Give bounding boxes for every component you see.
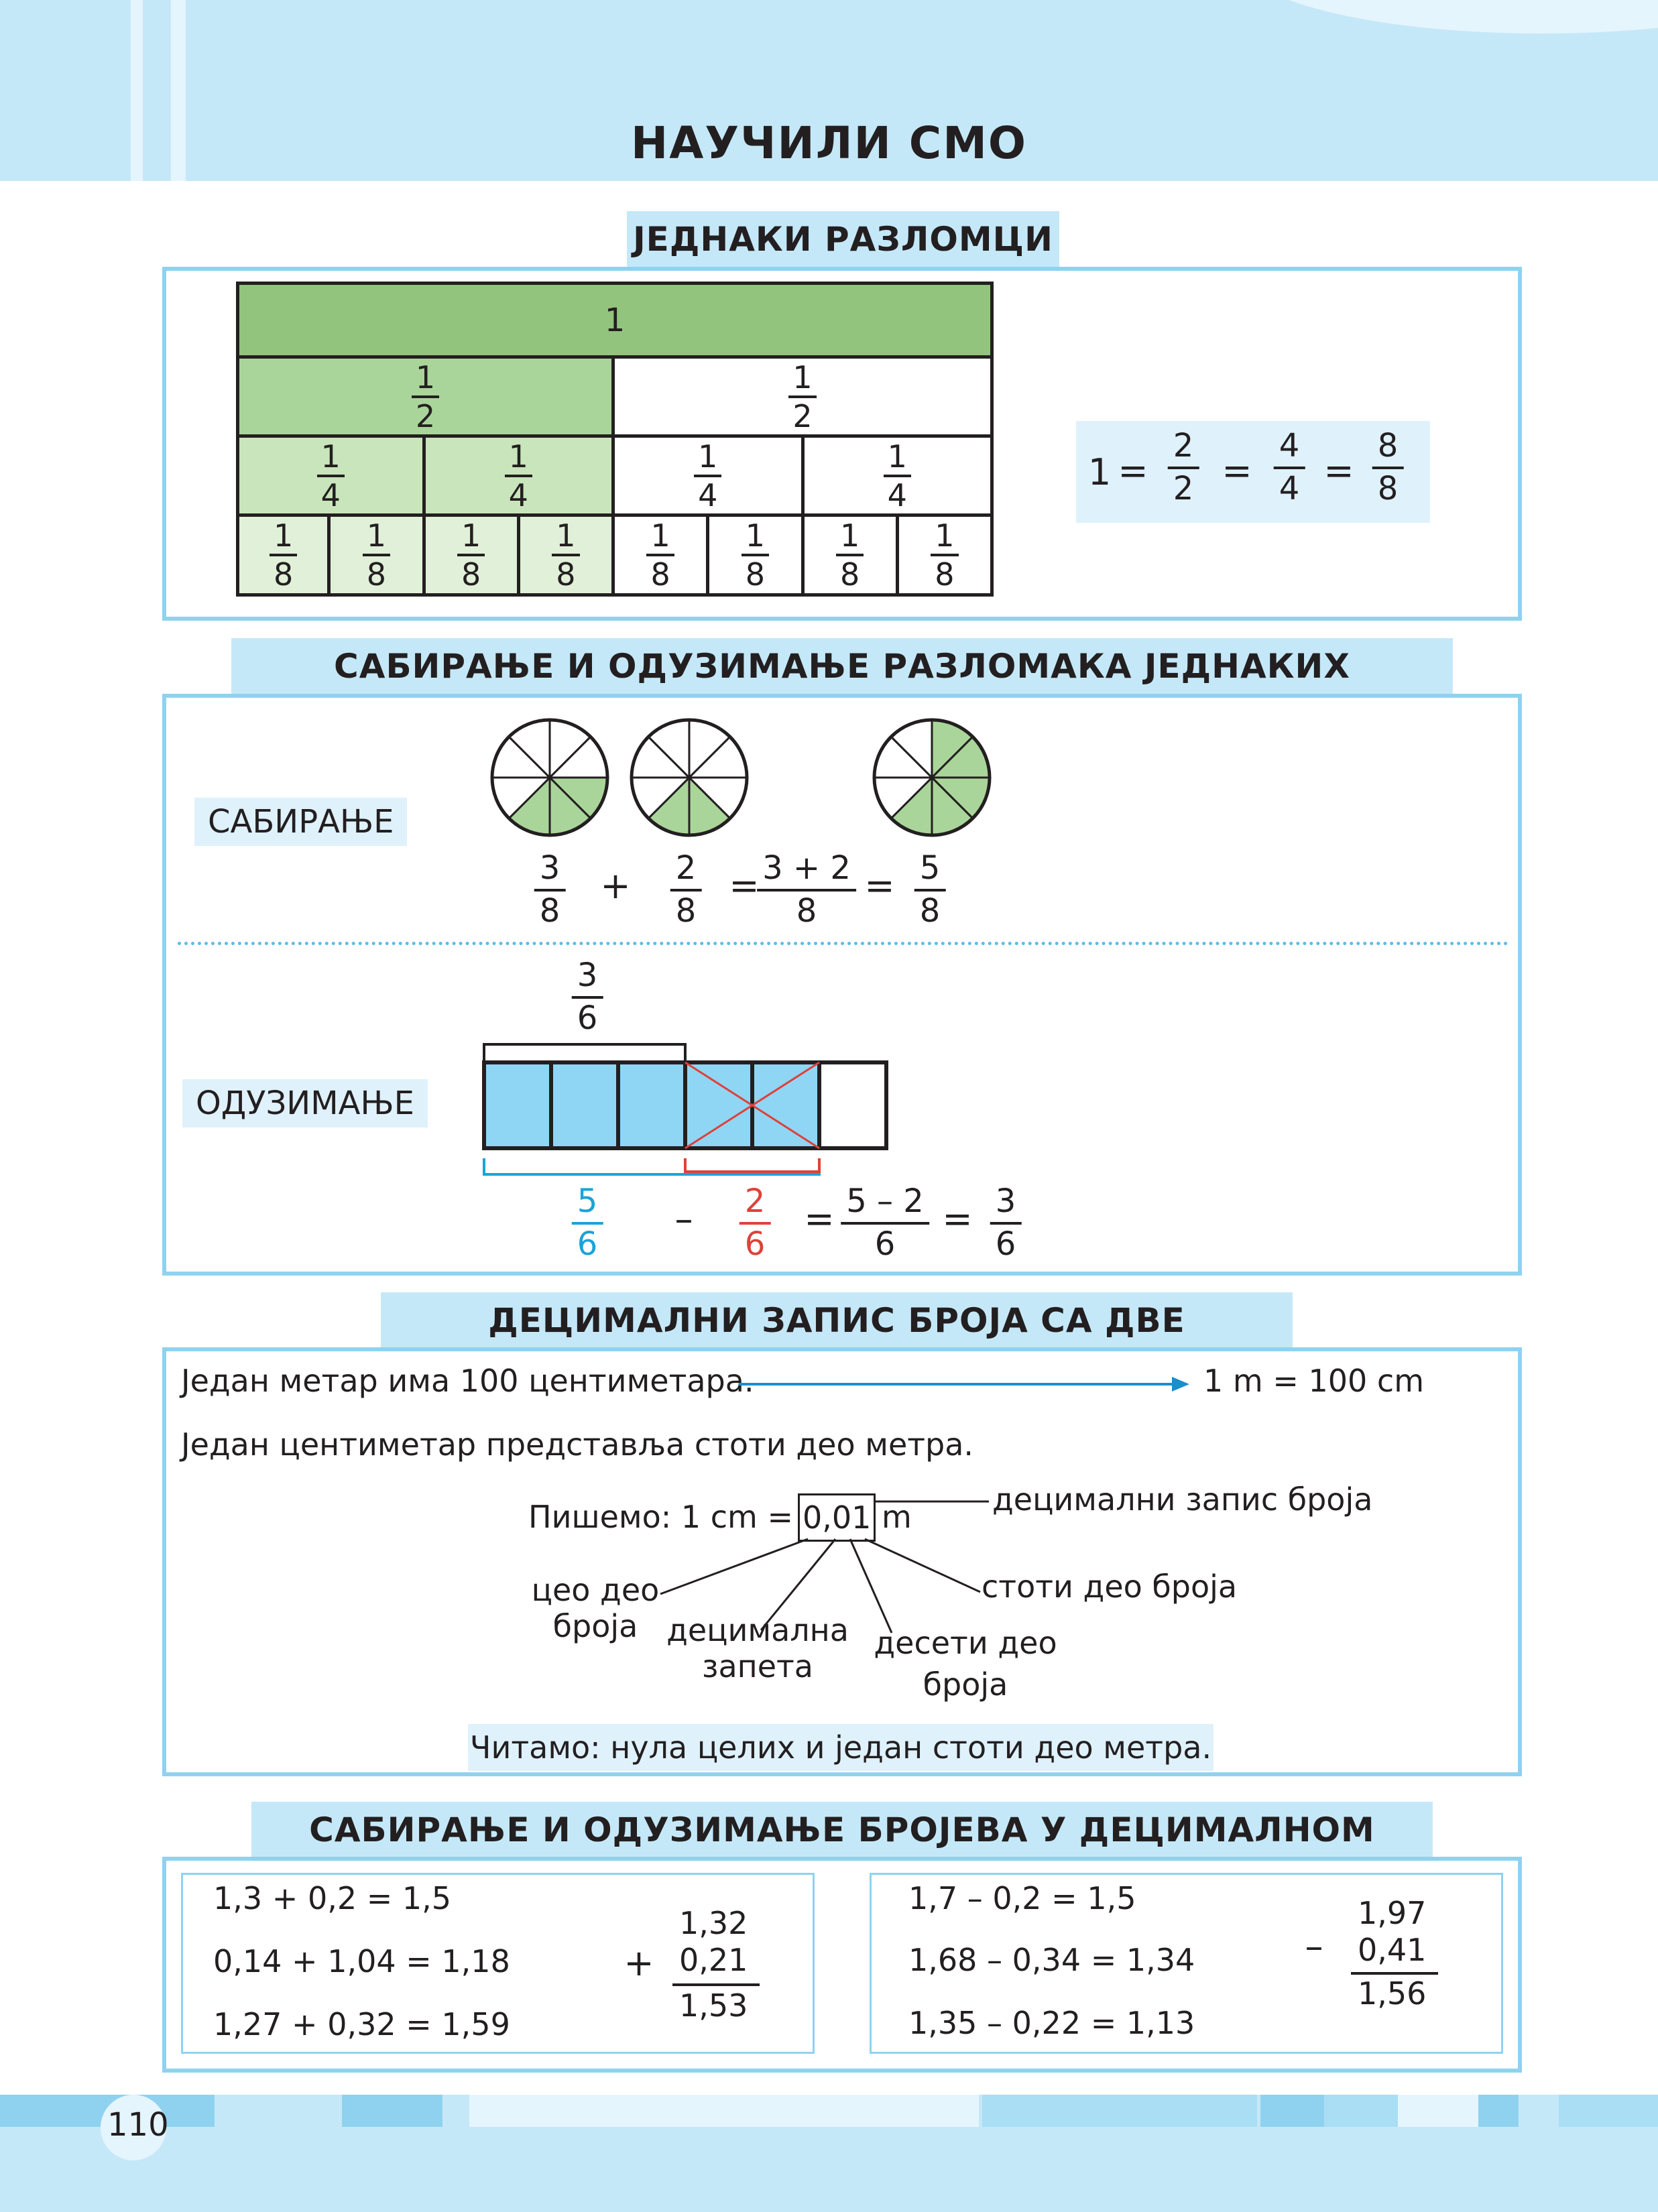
fraction-5-minus-2-over-6: 5 – 2 6 xyxy=(841,1183,929,1262)
fraction-4-4: 4 4 xyxy=(1274,428,1305,507)
callout-decimal-notation: децимални запис броја xyxy=(992,1481,1373,1518)
fraction-wall-cell-1-8: 1 8 xyxy=(896,513,994,597)
callout-tenths: десети део броја xyxy=(874,1625,1057,1703)
fraction-wall-cell-1-8: 1 8 xyxy=(611,513,709,597)
plus-sign: + xyxy=(600,865,631,907)
equals-sign: = xyxy=(1323,450,1354,492)
equals-sign: = xyxy=(804,1198,835,1240)
fraction-wall-cell-1-2: 1 2 xyxy=(611,355,994,438)
fraction-wall-cell-1-8: 1 8 xyxy=(801,513,899,597)
reading-line: Читамо: нула целих и један стоти део метра. xyxy=(468,1724,1213,1771)
addition-label: САБИРАЊЕ xyxy=(194,798,407,846)
addition-line: 1,3 + 0,2 = 1,5 xyxy=(213,1880,452,1916)
column-difference-line xyxy=(1351,1972,1438,1975)
addition-panel xyxy=(181,1873,815,2054)
fraction-wall-cell-1-8: 1 8 xyxy=(422,513,520,597)
fraction-3-plus-2-over-8: 3 + 2 8 xyxy=(757,850,856,929)
fraction-wall-cell-1-2: 1 2 xyxy=(236,355,615,438)
fraction-2-8: 2 8 xyxy=(670,850,702,929)
subtraction-line: 1,35 – 0,22 = 1,13 xyxy=(908,2005,1195,2041)
fraction-wall-cell-1-8: 1 8 xyxy=(236,513,331,597)
fraction-3-6-top: 3 6 xyxy=(572,957,603,1036)
callout-whole-part: цео део броја xyxy=(531,1572,660,1644)
section-title-equal-fractions: ЈЕДНАКИ РАЗЛОМЦИ xyxy=(627,211,1059,267)
fraction-5-6-blue: 5 6 xyxy=(572,1183,603,1262)
fraction-5-8: 5 8 xyxy=(914,850,946,929)
footer-strip xyxy=(342,2095,442,2127)
section-title-decimal-operations: САБИРАЊЕ И ОДУЗИМАЊЕ БРОЈЕВА У ДЕЦИМАЛНОМ xyxy=(251,1802,1433,1858)
footer-strip xyxy=(1478,2095,1519,2127)
column-plus-sign: + xyxy=(624,1942,654,1984)
section-title-fraction-operations: САБИРАЊЕ И ОДУЗИМАЊЕ РАЗЛОМАКА ЈЕДНАКИХ xyxy=(231,638,1453,694)
meter-sentence: Један метар има 100 центиметара. xyxy=(181,1363,754,1399)
fraction-wall-cell-1-4: 1 4 xyxy=(801,434,994,517)
write-prefix: Пишемо: 1 cm = xyxy=(528,1499,793,1535)
fraction-wall-cell-1-4: 1 4 xyxy=(611,434,805,517)
addition-line: 0,14 + 1,04 = 1,18 xyxy=(213,1943,510,1979)
subtraction-line: 1,68 – 0,34 = 1,34 xyxy=(908,1942,1195,1978)
addition-line: 1,27 + 0,32 = 1,59 xyxy=(213,2006,510,2042)
equals-sign: = xyxy=(729,865,760,907)
equals-sign: = xyxy=(1222,450,1252,492)
footer-strip xyxy=(982,2095,1257,2127)
fraction-wall-cell-1-4: 1 4 xyxy=(236,434,426,517)
column-addend-1: 1,32 xyxy=(679,1905,748,1941)
equals-sign: = xyxy=(942,1198,973,1240)
fraction-2-6-red: 2 6 xyxy=(739,1183,771,1262)
subtraction-line: 1,7 – 0,2 = 1,5 xyxy=(908,1880,1136,1916)
equation-one: 1 xyxy=(1087,451,1112,493)
fraction-2-2: 2 2 xyxy=(1168,428,1199,507)
footer-strip xyxy=(1559,2095,1658,2127)
column-difference: 1,56 xyxy=(1358,1975,1427,2012)
fraction-wall-cell-1-4: 1 4 xyxy=(422,434,615,517)
section-title-decimal-notation: ДЕЦИМАЛНИ ЗАПИС БРОЈА СА ДВЕ xyxy=(381,1292,1293,1349)
page-number: 110 xyxy=(107,2106,169,2144)
page-title: НАУЧИЛИ СМО xyxy=(630,117,1028,169)
footer-strip xyxy=(1324,2095,1398,2127)
footer-strip xyxy=(1398,2095,1478,2127)
column-minus-sign: – xyxy=(1305,1925,1323,1967)
meter-centimeter-equation: 1 m = 100 cm xyxy=(1203,1363,1425,1399)
column-subtrahend: 0,41 xyxy=(1358,1932,1427,1968)
callout-decimal-comma: децимална запета xyxy=(666,1612,849,1684)
fraction-8-8: 8 8 xyxy=(1372,428,1404,507)
minus-sign: – xyxy=(674,1198,693,1240)
fraction-3-8: 3 8 xyxy=(534,850,566,929)
decimal-value-box: 0,01 xyxy=(798,1493,876,1542)
callout-hundredths: стоти део броја xyxy=(982,1569,1238,1605)
subtraction-panel xyxy=(870,1873,1503,2054)
column-minuend: 1,97 xyxy=(1358,1895,1427,1931)
fraction-wall-whole: 1 xyxy=(236,282,994,359)
column-addend-2: 0,21 xyxy=(679,1942,748,1978)
footer-strip xyxy=(469,2095,979,2127)
fraction-wall-cell-1-8: 1 8 xyxy=(517,513,615,597)
fraction-wall-cell-1-8: 1 8 xyxy=(327,513,425,597)
subtraction-label: ОДУЗИМАЊЕ xyxy=(182,1079,428,1127)
centimeter-sentence: Један центиметар представља стоти део метра. xyxy=(181,1426,974,1463)
fraction-3-6: 3 6 xyxy=(990,1183,1022,1262)
footer-strip xyxy=(1260,2095,1324,2127)
equals-sign: = xyxy=(1118,450,1148,492)
write-unit: m xyxy=(882,1499,912,1535)
column-sum-line xyxy=(672,1983,760,1986)
equals-sign: = xyxy=(864,865,895,907)
fraction-wall-cell-1-8: 1 8 xyxy=(706,513,804,597)
column-sum: 1,53 xyxy=(679,1987,748,2024)
